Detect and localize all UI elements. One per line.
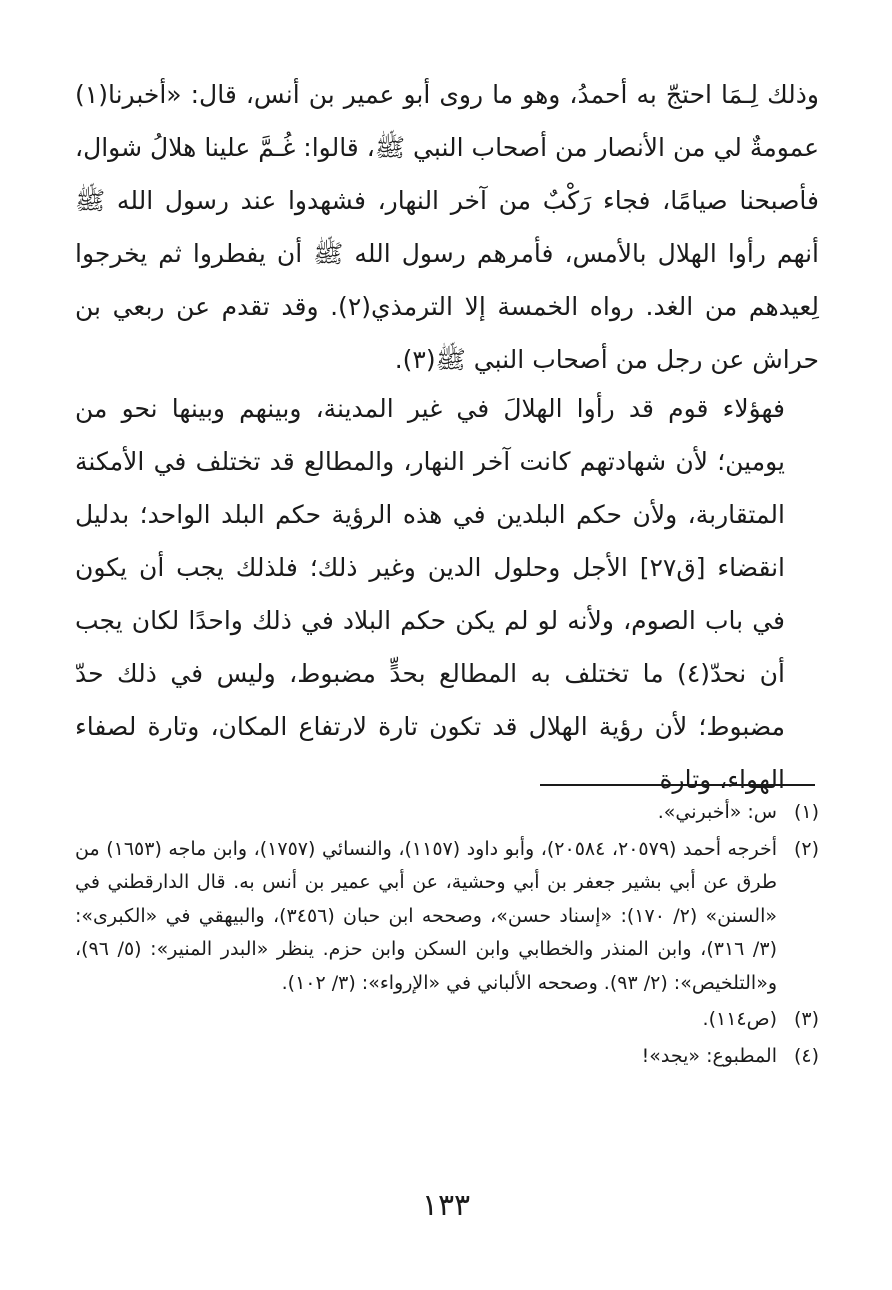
footnotes-list [75, 796, 819, 1076]
main-paragraph-2 [75, 382, 819, 806]
footnote-4 [75, 1040, 819, 1074]
footnote-text: س: «أخبرني». [657, 801, 777, 823]
page-number: ١٣٣ [421, 1188, 471, 1223]
footnote-number: (٢) [793, 837, 819, 860]
footnote-2 [75, 833, 819, 1001]
footnote-text: المطبوع: «يجد»! [641, 1044, 777, 1067]
footnote-divider [540, 784, 815, 786]
footnote-3 [75, 1003, 819, 1037]
footnote-number: (١) [793, 801, 819, 823]
main-paragraph-1 [75, 68, 819, 386]
footnote-text: أخرجه أحمد (٢٠٥٧٩، ٢٠٥٨٤)، وأبو داود (١١٥٧)، والنسائي (١٧٥٧)، وابن ماجه (١٦٥٣) من طرق عن أبي بشير جعفر بن أبي وحشية، عن أبي عمير بن أنس به. قال الدارقطني في «السنن» (٢/ ١٧٠): «إسناد حسن»، وصححه ابن حبان (٣٤٥٦)، والبيهقي في «الكبرى»: (٣/ ٣١٦)، وابن المنذر والخطابي وابن السكن وابن حزم. ينظر «البدر المنير»: (٥/ ٩٦)، و«التلخيص»: (٢/ ٩٣). وصححه الألباني في «الإرواء»: (٣/ ١٠٢). [75, 837, 777, 994]
paragraph-text: وذلك لِـمَا احتجّ به أحمدُ، وهو ما روى أبو عمير بن أنس، قال: «أخبرنا(١) عمومةٌ لي من الأنصار من أصحاب النبي ﷺ، قالوا: غُـمَّ علينا هلالُ شوال، فأصبحنا صيامًا، فجاء رَكْبٌ من آخر النهار، فشهدوا عند رسول الله ﷺ أنهم رأوا الهلال بالأمس، فأمرهم رسول الله ﷺ أن يفطروا ثم يخرجوا لِعيدهم من الغد. رواه الخمسة إلا الترمذي(٢). وقد تقدم عن ربعي بن حراش عن رجل من أصحاب النبي ﷺ(٣). [75, 80, 819, 374]
footnote-text: (ص١١٤). [702, 1008, 777, 1030]
footnote-number: (٣) [793, 1008, 819, 1030]
footnote-1 [75, 796, 819, 830]
paragraph-text: فهؤلاء قوم قد رأوا الهلالَ في غير المدينة، وبينهم وبينها نحو من يومين؛ لأن شهادتهم كانت آخر النهار، والمطالع قد تختلف في الأمكنة المتقاربة، ولأن حكم البلدين في هذه الرؤية حكم البلد الواحد؛ بدليل انقضاء [ق٢٧] الأجل وحلول الدين وغير ذلك؛ فلذلك يجب أن يكون في باب الصوم، ولأنه لو لم يكن حكم البلاد في ذلك واحدًا لكان يجب أن نحدّ(٤) ما تختلف به المطالع بحدٍّ مضبوط، وليس في ذلك حدّ مضبوط؛ لأن رؤية الهلال قد تكون تارة لارتفاع المكان، وتارة لصفاء الهواء، وتارة [75, 394, 786, 794]
footnote-number: (٤) [793, 1044, 819, 1067]
